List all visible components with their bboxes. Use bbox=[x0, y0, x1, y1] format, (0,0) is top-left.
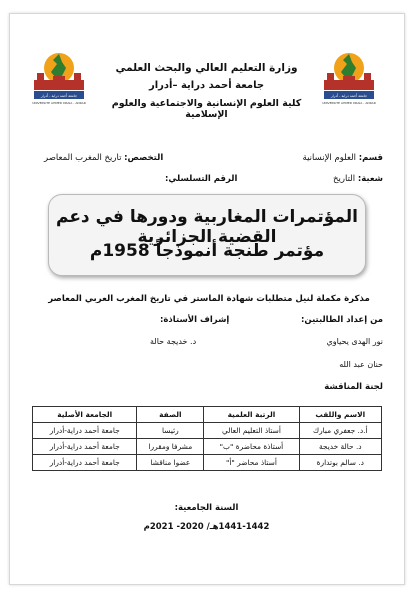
table-cell: جامعة أحمد دراية-أدرار bbox=[33, 439, 137, 455]
thesis-title-box bbox=[48, 194, 366, 276]
column-header: الجامعة الأصلية bbox=[33, 407, 137, 423]
logo-right-text: جامعة أحمد دراية - أدرار bbox=[330, 94, 368, 98]
branch-label: شعبة: bbox=[357, 174, 383, 184]
branch-value: التاريخ bbox=[333, 174, 356, 184]
table-cell: د. حالة خديجة bbox=[299, 439, 381, 455]
academic-year-value: 1441-1442هـ/ 2020- 2021م bbox=[143, 522, 270, 532]
branch-line bbox=[333, 174, 383, 184]
table-row bbox=[33, 455, 382, 471]
table-row bbox=[33, 423, 382, 439]
logo-left-text: جامعة أحمد دراية - أدرار bbox=[40, 94, 78, 98]
department-label: قسم: bbox=[358, 153, 383, 163]
table-cell: أستاذ التعليم العالي bbox=[204, 423, 299, 439]
department-value: العلوم الإنسانية bbox=[302, 153, 357, 163]
logo-right-latin: UNIVERSITE AHMED DRAIA - ADRAR bbox=[322, 101, 376, 105]
table-cell: رئيسا bbox=[137, 423, 204, 439]
specialty-label: التخصص: bbox=[124, 153, 164, 163]
table-cell: مشرفا ومقررا bbox=[137, 439, 204, 455]
committee-table bbox=[32, 406, 382, 471]
column-header: الصفة bbox=[137, 407, 204, 423]
table-cell: عضوا مناقشا bbox=[137, 455, 204, 471]
table-header-row bbox=[33, 407, 382, 423]
university-name: جامعة أحمد دراية –أدرار bbox=[148, 80, 265, 91]
table-cell: أستاذة محاضرة "ب" bbox=[204, 439, 299, 455]
serial-label: الرقم التسلسلي: bbox=[165, 174, 238, 184]
column-header: الرتبة العلمية bbox=[204, 407, 299, 423]
university-logo-left bbox=[28, 46, 90, 108]
table-cell: أ.د. جعفري مبارك bbox=[299, 423, 381, 439]
faculty-name: كلية العلوم الإنسانية والاجتماعية والعلوم الإسلامية bbox=[111, 98, 302, 120]
ministry-name: وزارة التعليم العالي والبحث العلمي bbox=[115, 62, 298, 74]
table-row bbox=[33, 439, 382, 455]
serial-line bbox=[165, 174, 237, 184]
supervisor-label: إشراف الأستاذة: bbox=[160, 315, 230, 325]
thesis-title-line2: مؤتمر طنجة أنموذجاً 1958م bbox=[89, 241, 325, 261]
table-cell: جامعة أحمد دراية-أدرار bbox=[33, 423, 137, 439]
department-line bbox=[303, 153, 383, 163]
student-name: نور الهدى يحياوي bbox=[326, 337, 383, 346]
specialty-line bbox=[44, 153, 163, 163]
specialty-value: تاريخ المغرب المعاصر bbox=[44, 153, 122, 163]
students-label: من إعداد الطالبتين: bbox=[301, 315, 383, 325]
thesis-subtitle: مذكرة مكملة لنيل متطلبات شهادة الماستر في تاريخ المغرب العربي المعاصر bbox=[48, 294, 370, 304]
table-cell: أستاذ محاضر "أ" bbox=[204, 455, 299, 471]
supervisor-name: د. خديجة حالة bbox=[150, 337, 197, 346]
committee-label: لجنة المناقشة bbox=[324, 382, 383, 392]
thesis-title-line1: المؤتمرات المغاربية ودورها في دعم القضية الجزائرية bbox=[55, 207, 359, 247]
logo-left-latin: UNIVERSITE AHMED DRAIA - ADRAR bbox=[32, 101, 86, 105]
column-header: الاسم واللقب bbox=[299, 407, 381, 423]
table-cell: د. سالم بوتدارة bbox=[299, 455, 381, 471]
student-name: حنان عبد الله bbox=[339, 360, 383, 369]
academic-year-label: السنة الجامعية: bbox=[174, 503, 239, 513]
university-logo-right bbox=[318, 46, 380, 108]
table-cell: جامعة أحمد دراية-أدرار bbox=[33, 455, 137, 471]
